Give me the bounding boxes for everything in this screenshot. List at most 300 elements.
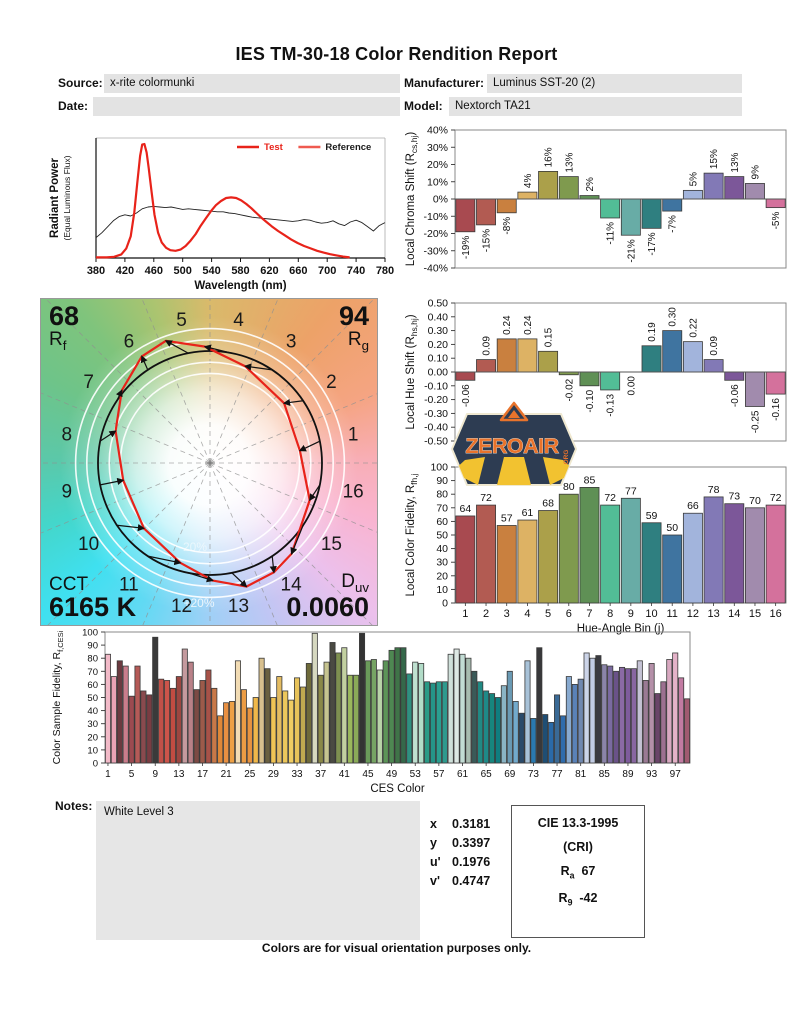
svg-text:0.19: 0.19 — [647, 322, 659, 342]
svg-text:77: 77 — [551, 769, 563, 780]
svg-text:5: 5 — [128, 769, 135, 780]
bar — [105, 654, 110, 763]
svg-text:-17%: -17% — [647, 232, 659, 256]
svg-text:60: 60 — [436, 515, 448, 528]
bar — [649, 663, 654, 763]
svg-text:0.30: 0.30 — [427, 325, 448, 338]
svg-text:90: 90 — [87, 640, 98, 652]
svg-text:7: 7 — [83, 371, 94, 393]
svg-text:8: 8 — [61, 424, 73, 446]
bar — [111, 677, 116, 763]
rg-value: 94 — [338, 301, 369, 331]
svg-text:77: 77 — [625, 485, 637, 498]
svg-text:30: 30 — [436, 556, 448, 569]
bar — [745, 183, 764, 199]
svg-text:460: 460 — [144, 265, 163, 277]
svg-text:93: 93 — [646, 769, 658, 780]
svg-text:15: 15 — [320, 534, 342, 556]
bar — [601, 372, 620, 390]
bar — [371, 660, 376, 763]
svg-text:Reference: Reference — [325, 142, 372, 153]
bar — [543, 715, 548, 763]
svg-text:1: 1 — [462, 608, 469, 620]
svg-text:0: 0 — [442, 597, 448, 610]
svg-text:49: 49 — [386, 769, 398, 780]
bar — [497, 339, 516, 372]
cct-label: CCT — [49, 574, 89, 595]
svg-text:20%: 20% — [426, 159, 448, 171]
svg-text:0.40: 0.40 — [427, 311, 448, 324]
bar — [621, 498, 640, 603]
bar — [643, 680, 648, 763]
svg-text:89: 89 — [622, 769, 634, 780]
svg-text:-0.02: -0.02 — [564, 378, 576, 402]
bar — [663, 331, 682, 372]
bar — [539, 511, 558, 603]
bar — [519, 713, 524, 763]
svg-text:40%: 40% — [426, 124, 448, 137]
svg-text:Test: Test — [264, 142, 283, 153]
bar — [324, 662, 329, 763]
svg-text:0.00: 0.00 — [626, 376, 638, 396]
rg-label: $R_g$ — [347, 329, 369, 353]
bar — [621, 199, 640, 235]
bar — [513, 701, 518, 763]
bar — [584, 653, 589, 763]
svg-text:73: 73 — [728, 490, 741, 503]
svg-text:78: 78 — [707, 483, 720, 496]
model-value: Nextorch TA21 — [449, 97, 742, 116]
svg-text:80: 80 — [87, 653, 98, 665]
svg-text:13: 13 — [707, 608, 720, 620]
bar — [229, 701, 234, 763]
svg-text:25: 25 — [244, 769, 256, 780]
svg-text:59: 59 — [645, 509, 658, 522]
bar — [560, 716, 565, 763]
svg-text:50: 50 — [666, 522, 679, 534]
svg-text:4: 4 — [233, 309, 244, 331]
svg-text:9: 9 — [627, 608, 634, 620]
bar — [601, 505, 620, 603]
svg-text:72: 72 — [769, 492, 782, 505]
bar — [478, 682, 483, 763]
bar — [766, 505, 785, 603]
local-chroma-shift-chart — [398, 124, 793, 276]
svg-text:72: 72 — [480, 492, 492, 505]
bar — [289, 700, 294, 763]
svg-text:ORG: ORG — [563, 449, 570, 465]
bar — [608, 666, 613, 763]
svg-text:-0.10: -0.10 — [584, 389, 596, 413]
svg-text:0.15: 0.15 — [543, 327, 555, 348]
badge-beams — [452, 457, 576, 485]
svg-text:-0.13: -0.13 — [605, 393, 617, 417]
svg-text:-20%: -20% — [178, 540, 208, 554]
svg-text:-0.20: -0.20 — [424, 394, 448, 407]
svg-text:700: 700 — [318, 265, 337, 277]
svg-text:57: 57 — [500, 512, 513, 525]
svg-text:380: 380 — [86, 265, 106, 277]
svg-text:10%: 10% — [426, 176, 448, 189]
bar — [642, 523, 661, 603]
bar — [224, 703, 229, 763]
svg-text:0.24: 0.24 — [502, 315, 514, 335]
bar — [401, 648, 406, 763]
cri-title: CIE 13.3-1995 — [537, 816, 619, 830]
svg-text:-0.50: -0.50 — [424, 435, 448, 448]
svg-text:780: 780 — [375, 265, 395, 277]
bar — [725, 177, 744, 199]
svg-text:17: 17 — [196, 769, 209, 780]
bar — [377, 670, 382, 763]
svg-text:80: 80 — [436, 488, 448, 501]
svg-text:Local Chroma Shift (Rcs,hj): Local Chroma Shift $(R_{cs,hj})$ — [405, 131, 419, 267]
bar — [466, 658, 471, 763]
svg-text:7: 7 — [586, 608, 593, 620]
bar — [661, 682, 666, 763]
bar — [679, 678, 684, 763]
bar — [218, 716, 223, 763]
bar — [389, 650, 394, 763]
bar — [725, 372, 744, 380]
bar — [590, 658, 595, 763]
svg-text:+20%: +20% — [183, 596, 215, 610]
svg-text:2%: 2% — [584, 177, 596, 192]
svg-text:-0.06: -0.06 — [460, 384, 472, 408]
cri-ra: $R_a$ 67 — [560, 864, 596, 881]
cct-readout — [49, 575, 136, 621]
bar — [456, 199, 475, 232]
bar — [454, 649, 459, 763]
svg-text:6: 6 — [123, 331, 135, 353]
svg-text:97: 97 — [669, 769, 681, 780]
fid-bars — [456, 487, 785, 603]
bar — [531, 718, 536, 763]
svg-text:100: 100 — [82, 627, 98, 639]
bar — [170, 688, 175, 763]
bar — [259, 658, 264, 763]
bar — [247, 708, 252, 763]
svg-text:660: 660 — [289, 265, 308, 277]
svg-text:61: 61 — [521, 507, 534, 520]
svg-text:73: 73 — [527, 769, 539, 780]
svg-text:15%: 15% — [709, 149, 721, 170]
bar — [277, 677, 282, 763]
bar — [539, 171, 558, 199]
svg-text:-8%: -8% — [502, 216, 514, 235]
bar — [667, 660, 672, 763]
svg-text:0.22: 0.22 — [688, 318, 700, 338]
svg-text:1: 1 — [105, 769, 111, 780]
spd-series — [96, 144, 385, 257]
svg-text:-15%: -15% — [481, 228, 493, 253]
bar — [518, 520, 537, 603]
bar — [395, 648, 400, 763]
bar — [766, 372, 785, 394]
bar — [359, 633, 364, 763]
svg-text:21: 21 — [220, 769, 232, 780]
bar — [489, 694, 494, 763]
model-label: Model: — [404, 99, 443, 113]
bar — [147, 695, 152, 763]
bar — [383, 661, 388, 763]
bar — [235, 661, 240, 763]
svg-text:100: 100 — [430, 461, 448, 474]
svg-text:29: 29 — [267, 769, 279, 780]
svg-text:85: 85 — [583, 474, 596, 487]
bar — [141, 691, 146, 763]
svg-text:57: 57 — [433, 769, 445, 780]
svg-text:2: 2 — [482, 608, 490, 620]
bar — [663, 199, 682, 211]
bar — [580, 196, 599, 199]
svg-text:81: 81 — [575, 769, 587, 780]
svg-text:60: 60 — [87, 679, 98, 691]
svg-text:16: 16 — [769, 608, 782, 620]
svg-text:-20%: -20% — [423, 228, 448, 240]
svg-text:30%: 30% — [426, 141, 448, 154]
rf-score — [49, 303, 79, 352]
bar — [312, 633, 317, 763]
svg-text:-40%: -40% — [423, 262, 448, 275]
bar — [472, 671, 477, 763]
svg-text:12: 12 — [170, 596, 193, 618]
bar — [135, 666, 140, 763]
bar — [673, 653, 678, 763]
bar — [580, 487, 599, 603]
svg-text:40: 40 — [436, 543, 448, 556]
bar — [456, 516, 475, 603]
bar — [601, 199, 620, 218]
svg-text:66: 66 — [687, 500, 699, 513]
bar — [283, 691, 288, 763]
notes-box: White Level 3 — [96, 801, 420, 940]
bar — [631, 669, 636, 763]
svg-text:14: 14 — [280, 574, 302, 596]
svg-text:50: 50 — [87, 693, 98, 704]
svg-text:-5%: -5% — [771, 211, 783, 230]
svg-text:65: 65 — [480, 769, 492, 780]
svg-text:5: 5 — [176, 309, 187, 331]
bar — [518, 339, 537, 372]
bar — [206, 670, 211, 763]
svg-text:9%: 9% — [750, 165, 762, 180]
svg-text:4%: 4% — [522, 173, 534, 189]
spd-curve-reference — [96, 206, 385, 237]
svg-text:9: 9 — [61, 481, 73, 503]
svg-text:15: 15 — [748, 608, 762, 620]
svg-text:85: 85 — [598, 769, 610, 780]
svg-text:16: 16 — [342, 481, 364, 503]
bar — [448, 654, 453, 763]
bar — [745, 508, 764, 603]
bar — [476, 360, 495, 372]
bar — [484, 691, 489, 763]
bar — [642, 199, 661, 228]
cri-box — [511, 805, 645, 938]
ces-bars — [105, 633, 689, 763]
bar — [578, 679, 583, 763]
bar — [704, 497, 723, 603]
bar — [518, 192, 537, 199]
cri-r9: $R_9$ -42 — [558, 890, 598, 907]
source-value: x-rite colormunki — [104, 74, 400, 93]
bar — [413, 662, 418, 763]
svg-text:-11%: -11% — [605, 221, 617, 245]
bar — [194, 690, 199, 763]
bar — [164, 680, 169, 763]
spd-curve-test — [96, 144, 350, 257]
bar — [456, 372, 475, 380]
svg-text:10: 10 — [87, 745, 98, 757]
bar — [559, 494, 578, 603]
bar — [330, 642, 335, 763]
bar — [419, 663, 424, 763]
svg-text:70: 70 — [436, 502, 448, 515]
bar — [507, 671, 512, 763]
manufacturer-label: Manufacturer: — [404, 76, 485, 90]
bar — [539, 351, 558, 372]
svg-text:64: 64 — [459, 502, 472, 515]
svg-text:68: 68 — [542, 497, 554, 510]
svg-text:620: 620 — [260, 265, 279, 277]
svg-text:2: 2 — [326, 371, 337, 393]
bar — [253, 698, 258, 764]
duv-value: 0.0060 — [286, 592, 369, 622]
bar — [294, 678, 299, 763]
date-label: Date: — [58, 99, 89, 113]
bar — [704, 173, 723, 199]
bar — [241, 690, 246, 763]
svg-text:Local Color Fidelity, Rfh,j: Local Color Fidelity, $R_{fh,j}$ — [405, 473, 419, 597]
bar — [559, 177, 578, 199]
svg-text:Radiant Power: Radiant Power — [49, 158, 61, 238]
footer-note: Colors are for visual orientation purposes only. — [261, 941, 532, 955]
bar — [265, 669, 270, 763]
bar — [683, 190, 702, 199]
bar — [117, 661, 122, 763]
bar — [725, 504, 744, 603]
bar — [188, 662, 193, 763]
svg-text:13%: 13% — [729, 152, 741, 173]
svg-text:Hue-Angle Bin (j): Hue-Angle Bin (j) — [576, 623, 665, 635]
bar — [436, 682, 441, 763]
bar — [655, 694, 660, 763]
svg-text:6: 6 — [565, 608, 572, 620]
svg-text:500: 500 — [173, 265, 192, 277]
zeroair-watermark — [451, 402, 577, 490]
svg-text:-10%: -10% — [423, 210, 448, 223]
source-label: Source: — [58, 76, 103, 90]
svg-text:16%: 16% — [543, 147, 555, 168]
svg-text:-7%: -7% — [667, 215, 679, 233]
bar — [129, 696, 134, 763]
svg-text:-19%: -19% — [460, 235, 472, 260]
bar — [642, 346, 661, 372]
bar — [336, 653, 341, 763]
bar — [619, 667, 624, 763]
rf-label: $R_f$ — [49, 329, 67, 353]
date-value — [93, 97, 400, 116]
bar — [495, 698, 500, 764]
color-sample-fidelity-chart — [40, 626, 752, 798]
bar — [176, 677, 181, 763]
rg-score — [339, 303, 369, 352]
svg-text:20: 20 — [436, 570, 448, 583]
bar — [460, 654, 465, 763]
bar — [476, 199, 495, 225]
bar — [271, 698, 276, 764]
svg-text:1: 1 — [347, 424, 359, 446]
bar — [537, 648, 542, 763]
bar — [501, 686, 506, 763]
svg-text:33: 33 — [291, 769, 303, 780]
svg-text:37: 37 — [315, 769, 327, 780]
bar — [318, 675, 323, 763]
svg-text:10: 10 — [78, 534, 100, 556]
svg-text:-0.30: -0.30 — [424, 407, 448, 420]
svg-text:90: 90 — [436, 475, 448, 488]
bar — [407, 674, 412, 763]
svg-text:-30%: -30% — [423, 245, 448, 258]
bar — [365, 661, 370, 763]
svg-text:13: 13 — [227, 596, 250, 618]
bar — [602, 665, 607, 763]
svg-text:0: 0 — [92, 758, 98, 770]
svg-text:-0.10: -0.10 — [424, 380, 448, 393]
svg-text:0.24: 0.24 — [522, 315, 534, 335]
svg-text:0.30: 0.30 — [667, 307, 679, 327]
svg-text:61: 61 — [456, 769, 469, 780]
bar — [424, 682, 429, 763]
svg-text:0.09: 0.09 — [481, 336, 493, 356]
bar — [766, 199, 785, 208]
svg-text:30: 30 — [87, 719, 98, 731]
svg-text:0.10: 0.10 — [427, 352, 448, 365]
svg-text:50: 50 — [436, 529, 448, 542]
svg-text:72: 72 — [604, 492, 616, 505]
bar — [683, 513, 702, 603]
svg-text:10: 10 — [436, 583, 448, 596]
svg-text:5%: 5% — [688, 171, 700, 187]
svg-text:12: 12 — [686, 608, 700, 620]
bar — [430, 683, 435, 763]
bar — [159, 679, 164, 763]
svg-text:3: 3 — [285, 331, 297, 353]
bar — [637, 661, 642, 763]
bar — [497, 525, 516, 603]
svg-text:8: 8 — [607, 608, 614, 620]
svg-text:ZEROAIR: ZEROAIR — [465, 434, 559, 458]
svg-text:Wavelength (nm): Wavelength (nm) — [194, 280, 287, 292]
chromaticity-u: u' 0.1976 — [430, 855, 491, 869]
bar — [684, 699, 689, 763]
svg-text:(Equal Luminous Flux): (Equal Luminous Flux) — [62, 155, 72, 241]
report-title: IES TM-30-18 Color Rendition Report — [235, 44, 558, 64]
bar — [566, 677, 571, 763]
notes-label: Notes: — [55, 799, 93, 813]
svg-text:10: 10 — [645, 608, 658, 620]
color-vector-graphic — [40, 298, 378, 626]
svg-text:Color Sample Fidelity, Rf,CESi: Color Sample Fidelity, $R_{f,CESi}$ — [51, 630, 65, 765]
svg-text:9: 9 — [152, 769, 159, 780]
bar — [580, 372, 599, 386]
duv-readout — [286, 572, 369, 621]
svg-text:0%: 0% — [432, 193, 448, 206]
svg-text:0.50: 0.50 — [427, 297, 448, 310]
bar — [549, 722, 554, 763]
svg-text:-0.25: -0.25 — [750, 410, 762, 434]
